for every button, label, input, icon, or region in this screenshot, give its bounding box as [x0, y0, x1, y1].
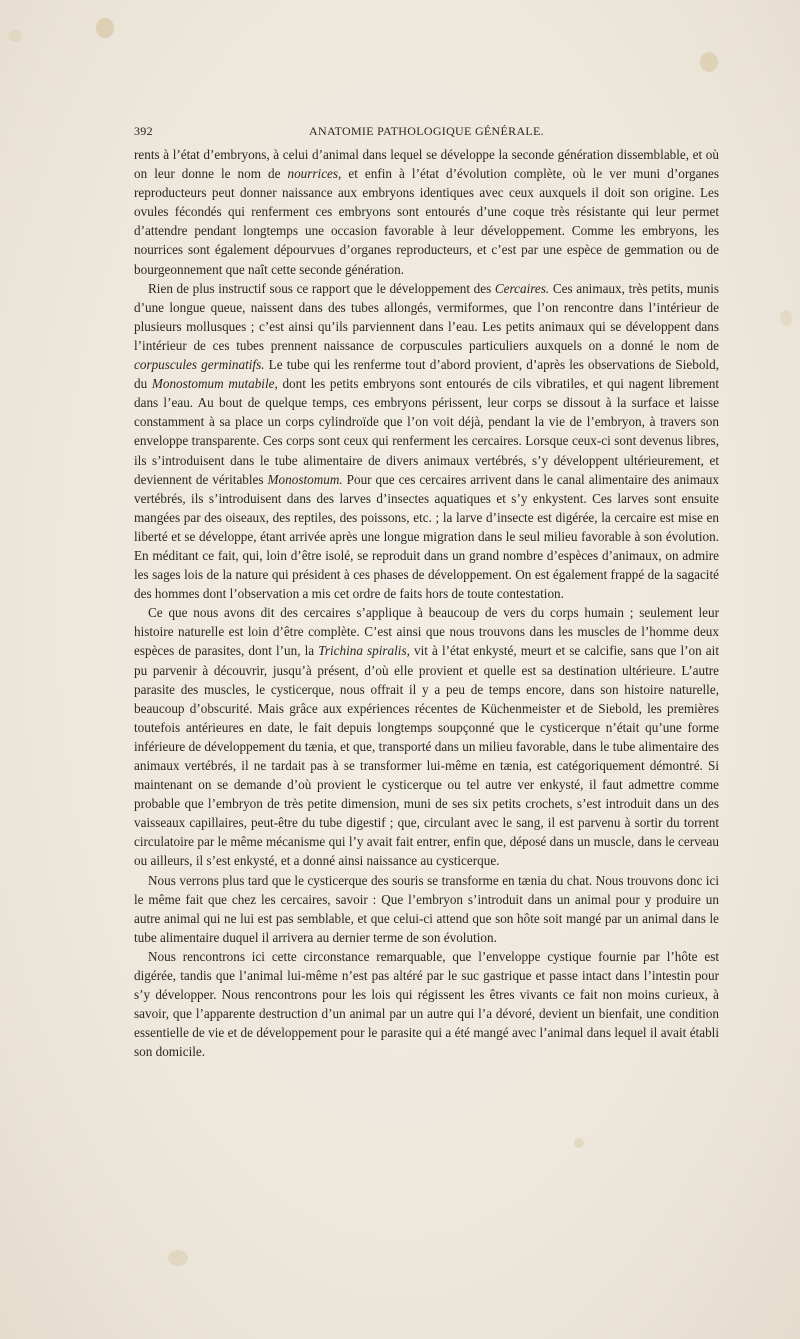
italic-term: nourrices,	[287, 166, 342, 182]
text-run: Nous rencontrons ici cette circonstance remarquable, que l’enveloppe cystique fournie par l’hôte est digérée, tandis que l’animal lui-même n’est pas altéré par le suc gastrique et passe intact dans l’intestin pour s’y développer. Nous rencontrons pour les lois qui régissent les êtres vivants ce fait non moins curieux, à savoir, que l’apparente destruction d’un animal par un autre qui l’a dévoré, devient un bienfait, une condition essentielle de vie et de développement pour le parasite qui a été mangé avec l’animal dans lequel il avait établi son domicile.	[134, 948, 719, 1060]
italic-term: Monostomum.	[267, 471, 343, 487]
text-run: Le tube qui les renferme tout d’abord provient, d’après les observations de Siebold, du	[134, 357, 719, 392]
text-run: rents à l’état d’embryons, à celui d’animal dans lequel se développe la seconde génération dissemblable, et où on leur donne le nom de	[134, 147, 719, 182]
foxing-stain	[700, 52, 718, 72]
text-run: Pour que ces cercaires arrivent dans le canal alimentaire des animaux vertébrés, ils s’introduisent dans des larves d’insectes aquatiques et s’y enkystent. Ces larves sont ensuite mangées par des oiseaux, des reptiles, des poissons, etc. ; la larve d’insecte est digérée, la cercaire est mise en liberté et se développe, étant arrivée après une longue migration dans le seul milieu favorable à son évolution. En méditant ce fait, qui, loin d’être isolé, se reproduit dans un grand nombre d’espèces d’animaux, on admire les sages lois de la nature qui président à ces phases de développement. On est également frappé de la sagacité des hommes dont l’observation a mis cet ordre de faits hors de toute contestation.	[134, 471, 719, 602]
foxing-stain	[168, 1250, 188, 1266]
page-number: 392	[134, 124, 153, 138]
paragraph	[134, 279, 719, 604]
body-text	[134, 145, 719, 1062]
foxing-stain	[574, 1138, 584, 1148]
text-run: vit à l’état enkysté, meurt et se calcifie, sans que l’on ait pu parvenir à découvrir, jusqu’à présent, d’où elle provient et quelle est sa destination ultérieure. L’autre parasite des muscles, le cysticerque, nous offrait il y a peu de temps encore, dans son histoire naturelle, beaucoup d’obscurité. Mais grâce aux expériences récentes de Küchenmeister et de Siebold, les premières toutefois antérieures en date, le fait depuis longtemps soupçonné que le cysticerque n’était qu’une forme inférieure de développement du tænia, et que, transporté dans un milieu favorable, dans le tube alimentaire des animaux vertébrés, il ne tardait pas à se transformer lui-même en tænia, est catégoriquement démontré. Si maintenant on se demande d’où provient le cysticerque ou tel autre ver enkysté, il faut admettre comme probable que l’embryon de très petite dimension, muni de ses six petits crochets, s’est introduit dans un des vaisseaux capillaires, peut-être du tube digestif ; que, circulant avec le sang, il est parvenu à sortir du torrent circulatoire par le même mécanisme qui l’y avait fait entrer, enfin que, déposé dans un muscle, dans le cerveau ou ailleurs, il s’est enkysté, et a donné ainsi naissance au cysticerque.	[134, 643, 719, 869]
paragraph	[134, 603, 719, 870]
paragraph	[134, 871, 719, 947]
text-run: et enfin à l’état d’évolution complète, où le ver muni d’organes reproducteurs peut donner naissance aux embryons identiques avec ceux auxquels il doit son origine. Les ovules fécondés qui renferment ces embryons sont entourés d’une coque très résistante qui leur permet d’attendre pendant longtemps une occasion favorable à leur développement. Comme les embryons, les nourrices sont également dépourvues d’organes reproducteurs, et c’est par une espèce de gemmation ou de bourgeonnement que naît cette seconde génération.	[134, 166, 720, 277]
paragraph	[134, 145, 719, 279]
text-run: Ce que nous avons dit des cercaires s’applique à beaucoup de vers du corps humain ; seulement leur histoire naturelle est loin d’être complète. C’est ainsi que nous trouvons dans les muscles de l’homme deux espèces de parasites, dont l’un, la	[134, 605, 719, 659]
text-run: dont les petits embryons sont entourés de cils vibratiles, et qui nagent librement dans l’eau. Au bout de quelque temps, ces embryons périssent, leur corps se dissout à la surface et laisse constamment à sa place un corps cylindroïde que l’on voit déjà, pendant la vie de l’embryon, à travers son enveloppe transparente. Ces corps sont ceux qui renferment les cercaires. Lorsque ceux-ci sont devenus libres, ils s’introduisent dans le tube alimentaire de divers animaux vertébrés, s’y développent ultérieurement, et deviennent de véritables	[134, 376, 719, 487]
text-run: Ces animaux, très petits, munis d’une longue queue, naissent dans des tubes allongés, vermiformes, que l’on rencontre dans l’intérieur de plusieurs mollusques ; c’est ainsi qu’ils parviennent dans l’eau. Les petits animaux qui se développent dans l’intérieur de ces tubes prennent naissance de corpuscules particuliers auxquels on a donné le nom de	[134, 280, 719, 353]
italic-term: Cercaires.	[494, 280, 550, 296]
foxing-stain	[8, 30, 22, 42]
text-run: Rien de plus instructif sous ce rapport que le développement des	[148, 280, 495, 296]
foxing-stain	[96, 18, 114, 38]
italic-term: Trichina spiralis,	[318, 643, 410, 659]
italic-term: Monostomum mutabile,	[151, 376, 278, 392]
italic-term: corpuscules germinatifs.	[134, 357, 265, 373]
running-header	[134, 124, 719, 140]
paragraph	[134, 947, 719, 1062]
foxing-stain	[780, 310, 792, 326]
text-run: Nous verrons plus tard que le cysticerque des souris se transforme en tænia du chat. Nous trouvons donc ici le même fait que chez les cercaires, savoir : Que l’embryon s’introduit dans un animal pour y produire un autre animal qui ne lui est pas semblable, et que celui-ci attend que son hôte soit mangé par un animal dans le tube alimentaire duquel il arrivera au dernier terme de son évolution.	[134, 872, 719, 945]
running-title: ANATOMIE PATHOLOGIQUE GÉNÉRALE.	[309, 124, 544, 138]
